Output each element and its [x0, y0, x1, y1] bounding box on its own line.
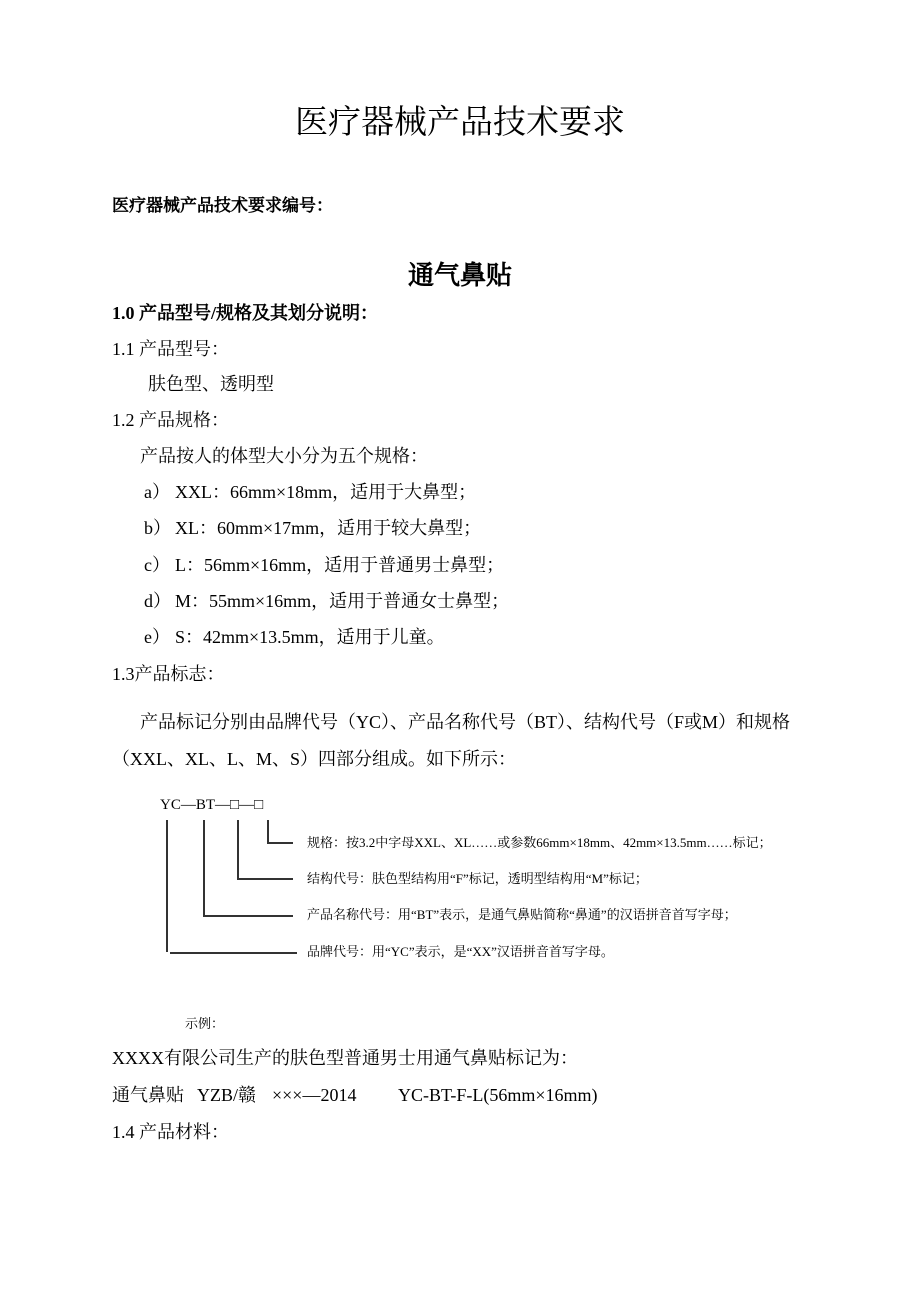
- example-marking: YC-BT-F-L(56mm×16mm): [398, 1085, 598, 1105]
- doc-number-label: 医疗器械产品技术要求编号：: [112, 196, 333, 216]
- spec-label: b）: [144, 518, 171, 538]
- example-standard-number: ×××—2014: [272, 1085, 357, 1105]
- spec-label: a）: [144, 482, 170, 502]
- connector-line: [166, 820, 168, 952]
- section-1-1-body: 肤色型、透明型: [148, 374, 274, 394]
- section-1-3-paragraph-line2: （XXL、XL、L、M、S）四部分组成。如下所示：: [112, 749, 516, 769]
- marking-code: YC—BT—□—□: [160, 797, 264, 813]
- section-1-2-intro: 产品按人的体型大小分为五个规格：: [140, 446, 428, 466]
- section-1-0-heading: 1.0 产品型号/规格及其划分说明：: [112, 303, 378, 323]
- document-title: 医疗器械产品技术要求: [295, 105, 625, 141]
- example-standard: YZB/赣: [197, 1085, 257, 1105]
- connector-line: [203, 915, 293, 917]
- section-1-3-heading: 1.3产品标志：: [112, 664, 225, 684]
- example-label: 示例：: [185, 1017, 225, 1032]
- connector-line: [237, 820, 239, 879]
- section-1-1-heading: 1.1 产品型号：: [112, 339, 229, 359]
- connector-line: [267, 820, 269, 843]
- section-1-4-heading: 1.4 产品材料：: [112, 1122, 229, 1142]
- spec-text: M：55mm×16mm，适用于普通女士鼻型；: [175, 591, 510, 611]
- diagram-label-product-code: 产品名称代号：用“BT”表示，是通气鼻贴简称“鼻通”的汉语拼音首写字母；: [307, 907, 737, 922]
- connector-line: [203, 820, 205, 916]
- section-1-3-paragraph-line1: 产品标记分别由品牌代号（YC）、产品名称代号（BT）、结构代号（F或M）和规格: [140, 712, 791, 732]
- section-1-2-heading: 1.2 产品规格：: [112, 410, 229, 430]
- spec-label: c）: [144, 555, 170, 575]
- diagram-label-structure: 结构代号：肤色型结构用“F”标记，透明型结构用“M”标记；: [307, 871, 648, 886]
- diagram-label-brand-code: 品牌代号：用“YC”表示，是“XX”汉语拼音首写字母。: [307, 944, 614, 959]
- example-line1: XXXX有限公司生产的肤色型普通男士用通气鼻贴标记为：: [112, 1048, 578, 1068]
- connector-line: [267, 842, 293, 844]
- spec-text: L：56mm×16mm，适用于普通男士鼻型；: [175, 555, 505, 575]
- spec-text: S：42mm×13.5mm，适用于儿童。: [175, 627, 445, 647]
- diagram-label-spec: 规格：按3.2中字母XXL、XL……或参数66mm×18mm、42mm×13.5mm……标记；: [307, 835, 772, 850]
- product-name-heading: 通气鼻贴: [407, 261, 512, 291]
- example-product-name: 通气鼻贴: [112, 1085, 184, 1105]
- spec-text: XL：60mm×17mm，适用于较大鼻型；: [175, 518, 482, 538]
- connector-line: [170, 952, 297, 954]
- spec-text: XXL：66mm×18mm，适用于大鼻型；: [175, 482, 477, 502]
- spec-label: d）: [144, 591, 171, 611]
- spec-label: e）: [144, 627, 170, 647]
- connector-line: [237, 878, 293, 880]
